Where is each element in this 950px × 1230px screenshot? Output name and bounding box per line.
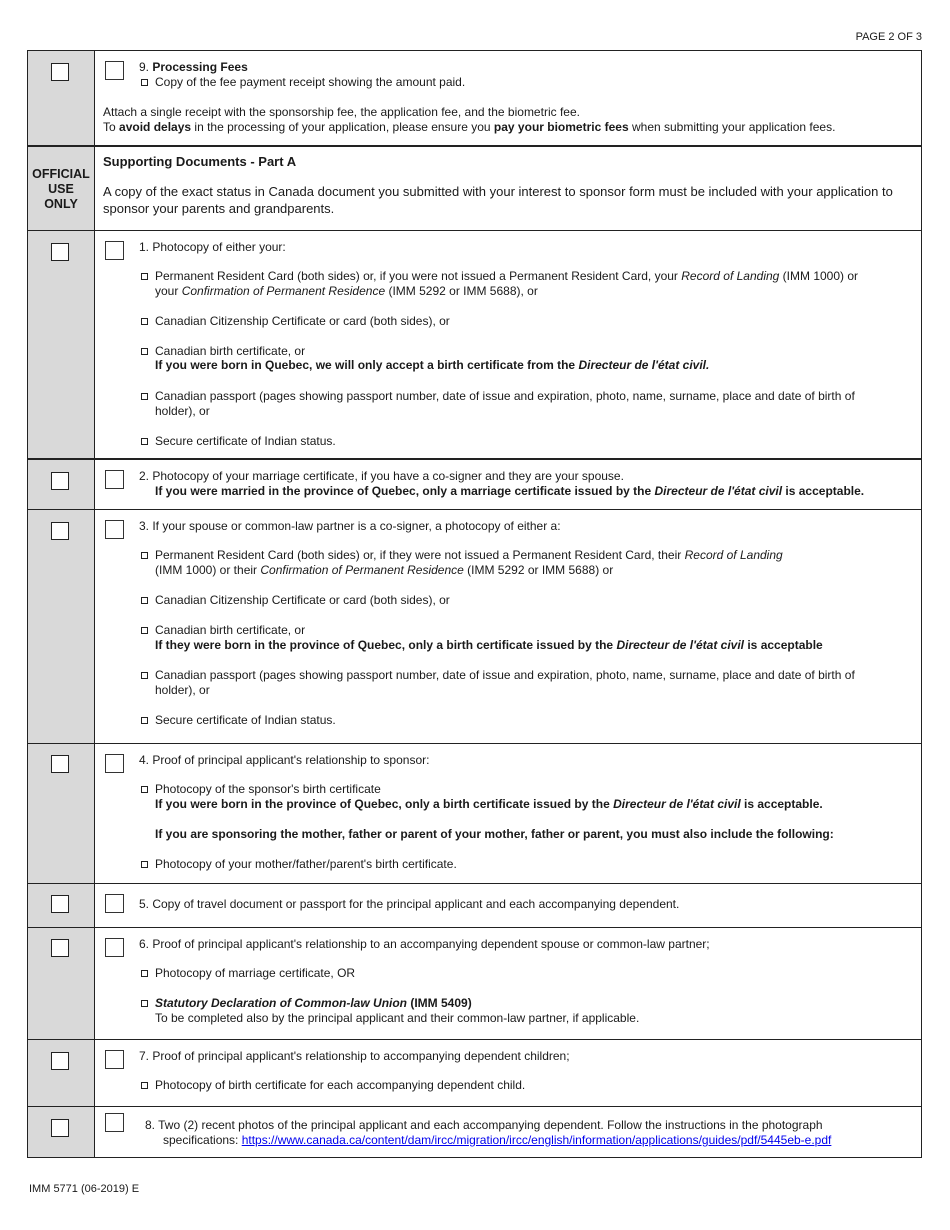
bullet-icon xyxy=(141,970,148,977)
bullet-icon xyxy=(141,273,148,280)
official-use-cell xyxy=(28,1040,95,1106)
item-6-note: To be completed also by the principal applicant and their common-law partner, if applicable. xyxy=(155,1011,640,1025)
bullet-icon xyxy=(141,861,148,868)
bullet-icon xyxy=(141,552,148,559)
row-item-7 xyxy=(28,1040,921,1107)
bullet-icon xyxy=(141,627,148,634)
item-4-lead: 4. Proof of principal applicant's relationship to sponsor: xyxy=(139,753,430,767)
content-cell xyxy=(95,147,921,230)
item-8-lead: 8. Two (2) recent photos of the principal applicant and each accompanying dependent. Follow the instructions in the photograph xyxy=(145,1118,823,1132)
official-use-cell xyxy=(28,744,95,883)
item-4-bullet-sponsor-birth-cert: Photocopy of the sponsor's birth certificate xyxy=(155,782,907,797)
official-use-checkbox[interactable] xyxy=(51,243,69,261)
bullet-icon xyxy=(141,1082,148,1089)
official-use-cell xyxy=(28,51,95,145)
checkbox-item-4[interactable] xyxy=(105,754,124,773)
row-item-8 xyxy=(28,1107,921,1157)
row-item-5 xyxy=(28,884,921,928)
fees-title: Processing Fees xyxy=(152,60,248,74)
item-1-bullet-citizenship: Canadian Citizenship Certificate or card (both sides), or xyxy=(155,314,907,329)
content-cell xyxy=(95,460,921,509)
item-3-bullet-indian-status: Secure certificate of Indian status. xyxy=(155,713,907,728)
content-cell xyxy=(95,1040,921,1106)
row-item-1 xyxy=(28,231,921,460)
row-processing-fees xyxy=(28,51,921,147)
item-3-quebec-note: If they were born in the province of Quebec, only a birth certificate issued by the Directeur de l'état civil is acceptable xyxy=(155,638,823,652)
checkbox-item-5[interactable] xyxy=(105,894,124,913)
item-8-specifications: specifications: https://www.canada.ca/content/dam/ircc/migration/ircc/english/information/applications/guides/pdf/5445eb-e.pdf xyxy=(163,1133,832,1147)
content-cell xyxy=(95,928,921,1039)
item-4-quebec-note: If you were born in the province of Quebec, only a birth certificate issued by the Directeur de l'état civil is acceptable. xyxy=(155,797,823,811)
bullet-icon xyxy=(141,597,148,604)
checkbox-item-1[interactable] xyxy=(105,241,124,260)
fees-bullet: Copy of the fee payment receipt showing the amount paid. xyxy=(155,75,466,89)
official-use-cell xyxy=(28,460,95,509)
bullet-icon xyxy=(141,1000,148,1007)
item-7-lead: 7. Proof of principal applicant's relationship to accompanying dependent children; xyxy=(139,1049,570,1063)
row-item-6 xyxy=(28,928,921,1040)
item-1-bullet-pr-card: Permanent Resident Card (both sides) or, if you were not issued a Permanent Resident Card, your Record of Landing (IMM 1000) or xyxy=(155,269,907,284)
checkbox-item-6[interactable] xyxy=(105,938,124,957)
content-cell xyxy=(95,744,921,883)
bullet-icon xyxy=(141,393,148,400)
official-use-checkbox[interactable] xyxy=(51,472,69,490)
official-use-checkbox[interactable] xyxy=(51,522,69,540)
item-1-bullet-birth-certificate: Canadian birth certificate, or xyxy=(155,344,907,359)
official-use-cell xyxy=(28,928,95,1039)
content-cell xyxy=(95,1107,921,1157)
official-use-cell xyxy=(28,231,95,458)
bullet-icon xyxy=(141,717,148,724)
fees-note: To avoid delays in the processing of your application, please ensure you pay your biometric fees when submitting your application fees. xyxy=(103,120,836,134)
item-3-bullet-birth-certificate: Canadian birth certificate, or xyxy=(155,623,907,638)
item-5-lead: 5. Copy of travel document or passport for the principal applicant and each accompanying dependent. xyxy=(139,897,680,911)
part-a-intro: A copy of the exact status in Canada document you submitted with your interest to sponsor form must be included with your application to sponsor your parents and grandparents. xyxy=(103,184,893,216)
official-use-checkbox[interactable] xyxy=(51,63,69,81)
part-a-title: Supporting Documents - Part A xyxy=(103,154,297,169)
checkbox-processing-fees[interactable] xyxy=(105,61,124,80)
row-item-3 xyxy=(28,510,921,744)
bullet-icon xyxy=(141,786,148,793)
content-cell: 1. Photocopy of either your: Permanent Resident Card (both sides) or, if you were not issued a Permanent Resident Card, your Record of Landing (IMM 1000) or your Confirmation of Permanent Residence (IMM 5292 or IMM 5688), or Canadian Citizenship Certificate or card (both sides), or Canadian birth certificate, or If you were born in Quebec, we will only accept a birth certificate from the Directeur de l'état civil. Canadian passport (pages showing passport number, date of issue and expiration, photo, name, surname, place and date of birth of holder), or Secure certificate of Indian status. xyxy=(95,231,921,458)
item-1-bullet-indian-status: Secure certificate of Indian status. xyxy=(155,434,907,449)
item-number: 9. xyxy=(139,60,150,74)
official-use-cell xyxy=(28,147,95,230)
row-part-a-header xyxy=(28,147,921,231)
bullet-icon xyxy=(141,348,148,355)
document-checklist-table xyxy=(27,50,922,1158)
official-use-checkbox[interactable] xyxy=(51,939,69,957)
item-3-bullet-citizenship: Canadian Citizenship Certificate or card (both sides), or xyxy=(155,593,907,608)
item-2-quebec-note: If you were married in the province of Quebec, only a marriage certificate issued by the Directeur de l'état civil is acceptable. xyxy=(155,484,865,498)
official-use-checkbox[interactable] xyxy=(51,1052,69,1070)
official-use-cell xyxy=(28,510,95,743)
item-1-bullet-passport: Canadian passport (pages showing passport number, date of issue and expiration, photo, name, surname, place and date of birth of xyxy=(155,389,907,404)
item-3-bullet-pr-card: Permanent Resident Card (both sides) or, if they were not issued a Permanent Resident Card, their Record of Landing xyxy=(155,548,907,563)
item-6-lead: 6. Proof of principal applicant's relationship to an accompanying dependent spouse or common-law partner; xyxy=(139,937,710,951)
item-3-bullet-passport: Canadian passport (pages showing passport number, date of issue and expiration, photo, name, surname, place and date of birth of xyxy=(155,668,907,683)
item-6-bullet-marriage-cert: Photocopy of marriage certificate, OR xyxy=(155,966,907,981)
bullet-icon xyxy=(141,672,148,679)
official-use-checkbox[interactable] xyxy=(51,1119,69,1137)
checkbox-item-8[interactable] xyxy=(105,1113,124,1132)
checkbox-item-2[interactable] xyxy=(105,470,124,489)
form-code: IMM 5771 (06-2019) E xyxy=(29,1183,140,1195)
item-4-extra-note: If you are sponsoring the mother, father or parent of your mother, father or parent, you must also include the following: xyxy=(155,827,834,841)
official-use-cell xyxy=(28,884,95,927)
bullet-icon xyxy=(141,79,148,86)
photo-specifications-link[interactable]: https://www.canada.ca/content/dam/ircc/migration/ircc/english/information/applications/guides/pdf/5445eb-e.pdf xyxy=(241,1133,832,1147)
official-use-checkbox[interactable] xyxy=(51,755,69,773)
fees-attach: Attach a single receipt with the sponsorship fee, the application fee, and the biometric fee. xyxy=(103,105,580,119)
item-1-quebec-note: If you were born in Quebec, we will only accept a birth certificate from the Directeur de l'état civil. xyxy=(155,358,710,372)
item-4-bullet-parent-birth-cert: Photocopy of your mother/father/parent's birth certificate. xyxy=(155,857,907,872)
item-1-lead: 1. Photocopy of either your: xyxy=(139,240,286,254)
content-cell xyxy=(95,51,921,145)
official-use-cell xyxy=(28,1107,95,1157)
checkbox-item-3[interactable] xyxy=(105,520,124,539)
content-cell: 3. If your spouse or common-law partner is a co-signer, a photocopy of either a: Permanent Resident Card (both sides) or, if they were not issued a Permanent Resident Card, their Record of Landing (IMM 1000) or their Confirmation of Permanent Residence (IMM 5292 or IMM 5688) or Canadian Citizenship Certificate or card (both sides), or Canadian birth certificate, or If they were born in the province of Quebec, only a birth certificate issued by the Directeur de l'état civil is acceptable Canadian passport (pages showing passport number, date of issue and expiration, photo, name, surname, place and date of birth of holder), or Secure certificate of Indian status. xyxy=(95,510,921,743)
item-6-bullet-statutory-declaration: Statutory Declaration of Common-law Union (IMM 5409) xyxy=(155,996,907,1011)
content-cell xyxy=(95,884,921,927)
bullet-icon xyxy=(141,318,148,325)
official-use-label: OFFICIAL USE ONLY xyxy=(32,167,90,211)
item-3-lead: 3. If your spouse or common-law partner is a co-signer, a photocopy of either a: xyxy=(139,519,561,533)
bullet-icon xyxy=(141,438,148,445)
row-item-2 xyxy=(28,460,921,510)
item-2-lead: 2. Photocopy of your marriage certificate, if you have a co-signer and they are your spouse. xyxy=(139,469,624,483)
row-item-4 xyxy=(28,744,921,884)
checkbox-item-7[interactable] xyxy=(105,1050,124,1069)
page-number: PAGE 2 OF 3 xyxy=(855,31,922,43)
item-7-bullet-birth-cert: Photocopy of birth certificate for each accompanying dependent child. xyxy=(155,1078,907,1093)
official-use-checkbox[interactable] xyxy=(51,895,69,913)
